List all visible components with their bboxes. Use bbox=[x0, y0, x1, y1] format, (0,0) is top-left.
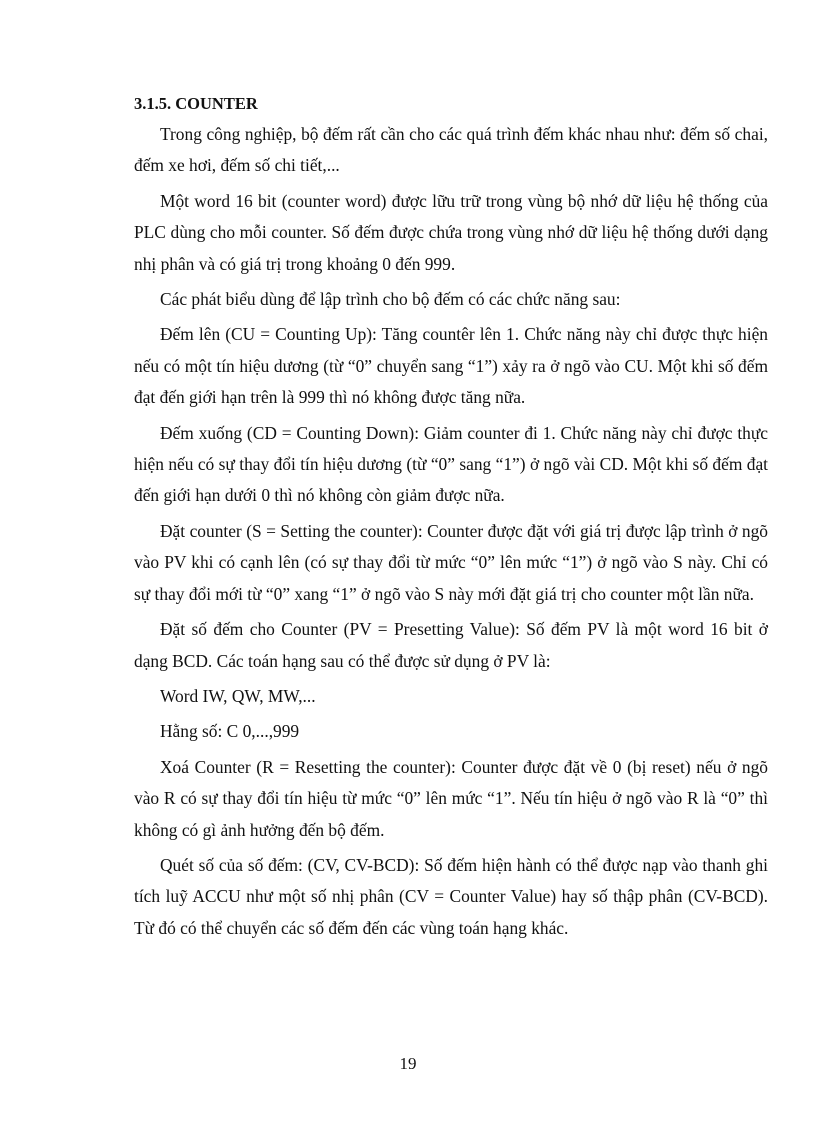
paragraph-set-counter: Đặt counter (S = Setting the counter): Counter được đặt với giá trị được lập trình ở ngõ vào PV khi có cạnh lên (có sự thay đổi từ mức “0” lên mức “1”) ở ngõ vào S này. Chỉ có sự thay đổi mới từ “0” xang “1” ở ngõ vào S này mới đặt giá trị cho counter một lần nữa. bbox=[134, 520, 768, 604]
section-heading: 3.1.5. COUNTER bbox=[134, 94, 258, 113]
paragraph-scan-count: Quét số của số đếm: (CV, CV-BCD): Số đếm hiện hành có thể được nạp vào thanh ghi tích luỹ ACCU như một số nhị phân (CV = Counter Value) hay số thập phân (CV-BCD). Từ đó có thể chuyển các số đếm đến các vùng toán hạng khác. bbox=[134, 854, 768, 938]
page-number: 19 bbox=[399, 1054, 417, 1073]
paragraph-preset-value: Đặt số đếm cho Counter (PV = Presetting Value): Số đếm PV là một word 16 bit ở dạng BCD. Các toán hạng sau có thể được sử dụng ở PV là: bbox=[134, 619, 768, 671]
paragraph-reset-counter: Xoá Counter (R = Resetting the counter): Counter được đặt về 0 (bị reset) nếu ở ngõ vào R có sự thay đổi tín hiệu từ mức “0” lên mức “1”. Nếu tín hiệu ở ngõ vào R là “0” thì không có gì ảnh hưởng đến bộ đếm. bbox=[134, 756, 768, 840]
paragraph-word-operands: Word IW, QW, MW,... bbox=[160, 685, 316, 706]
paragraph-counter-word: Một word 16 bit (counter word) được lữu trữ trong vùng bộ nhớ dữ liệu hệ thống của PLC dùng cho mỗi counter. Số đếm được chứa trong vùng nhớ dữ liệu hệ thống dưới dạng nhị phân và có giá trị trong khoảng 0 đến 999. bbox=[134, 190, 768, 274]
paragraph-constant: Hằng số: C 0,...,999 bbox=[160, 721, 300, 742]
paragraph-count-down: Đếm xuống (CD = Counting Down): Giảm counter đi 1. Chức năng này chỉ được thực hiện nếu có sự thay đổi tín hiệu dương (từ “0” sang “1”) ở ngõ vài CD. Một khi số đếm đạt đến giới hạn dưới 0 thì nó không còn giảm được nữa. bbox=[134, 422, 768, 506]
paragraph-count-up: Đếm lên (CU = Counting Up): Tăng countêr lên 1. Chức năng này chỉ được thực hiện nếu có một tín hiệu dương (từ “0” chuyển sang “1”) xảy ra ở ngõ vào CU. Một khi số đếm đạt đến giới hạn trên là 999 thì nó không được tăng nữa. bbox=[134, 324, 768, 408]
document-page bbox=[134, 94, 768, 948]
paragraph-statements: Các phát biểu dùng để lập trình cho bộ đếm có các chức năng sau: bbox=[160, 289, 621, 310]
paragraph-intro: Trong công nghiệp, bộ đếm rất cần cho các quá trình đếm khác nhau như: đếm số chai, đếm xe hơi, đếm số chi tiết,... bbox=[134, 124, 768, 176]
